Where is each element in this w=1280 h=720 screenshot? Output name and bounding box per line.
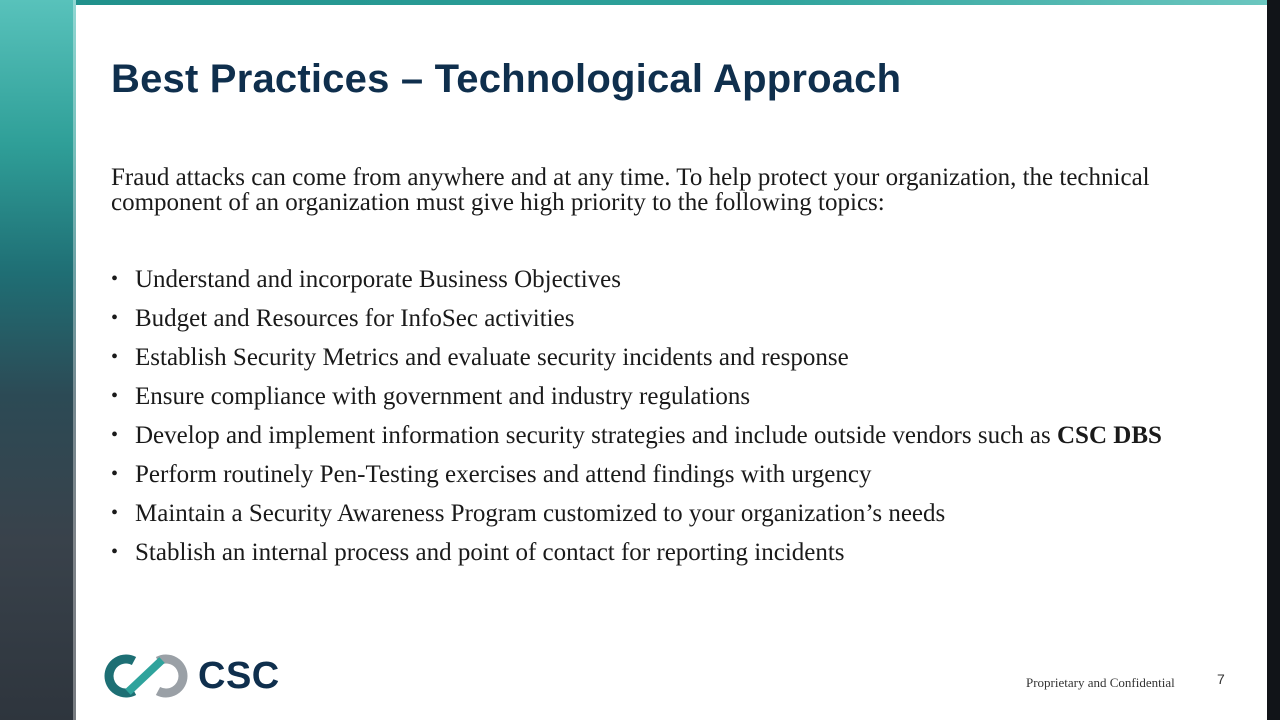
bullet-item	[111, 541, 1236, 564]
bullet-text: Stablish an internal process and point of contact for reporting incidents	[135, 539, 845, 566]
logo-text: CSC	[198, 654, 280, 697]
bullet-icon: •	[111, 502, 119, 524]
bullet-text: Perform routinely Pen-Testing exercises and attend findings with urgency	[135, 461, 872, 488]
bullet-item	[111, 502, 1236, 525]
bullet-text: Understand and incorporate Business Objectives	[135, 266, 621, 293]
left-decorative-band	[0, 0, 76, 720]
bullet-icon: •	[111, 346, 119, 368]
slide	[78, 5, 1267, 720]
footer-confidential: Proprietary and Confidential	[1026, 675, 1175, 690]
bullet-icon: •	[111, 268, 119, 290]
bullet-text: Ensure compliance with government and industry regulations	[135, 383, 751, 410]
page-number: 7	[1217, 671, 1225, 687]
bullet-icon: •	[111, 463, 119, 485]
bullet-item	[111, 346, 1236, 369]
bullet-item	[111, 463, 1236, 486]
bullet-icon: •	[111, 424, 119, 446]
bullet-text: Budget and Resources for InfoSec activities	[135, 305, 575, 332]
slide-title: Best Practices – Technological Approach	[111, 57, 902, 101]
bullet-item	[111, 307, 1236, 330]
bullet-text: Maintain a Security Awareness Program customized to your organization’s needs	[135, 500, 946, 527]
bullet-text: Develop and implement information security strategies and include outside vendors such as	[135, 422, 1057, 449]
bullet-icon: •	[111, 385, 119, 407]
bullet-icon: •	[111, 307, 119, 329]
bullet-item	[111, 385, 1236, 408]
right-edge-bar	[1267, 0, 1280, 720]
csc-logo-icon	[100, 648, 194, 704]
bullet-list	[111, 268, 1236, 580]
bullet-text: Establish Security Metrics and evaluate security incidents and response	[135, 344, 849, 371]
bullet-item	[111, 268, 1236, 291]
bullet-item	[111, 424, 1236, 447]
csc-logo	[100, 646, 300, 706]
intro-paragraph: Fraud attacks can come from anywhere and at any time. To help protect your organization, the technical component of an organization must give high priority to the following topics:	[111, 164, 1150, 216]
bullet-icon: •	[111, 541, 119, 563]
bullet-bold-text: CSC DBS	[1057, 422, 1162, 449]
